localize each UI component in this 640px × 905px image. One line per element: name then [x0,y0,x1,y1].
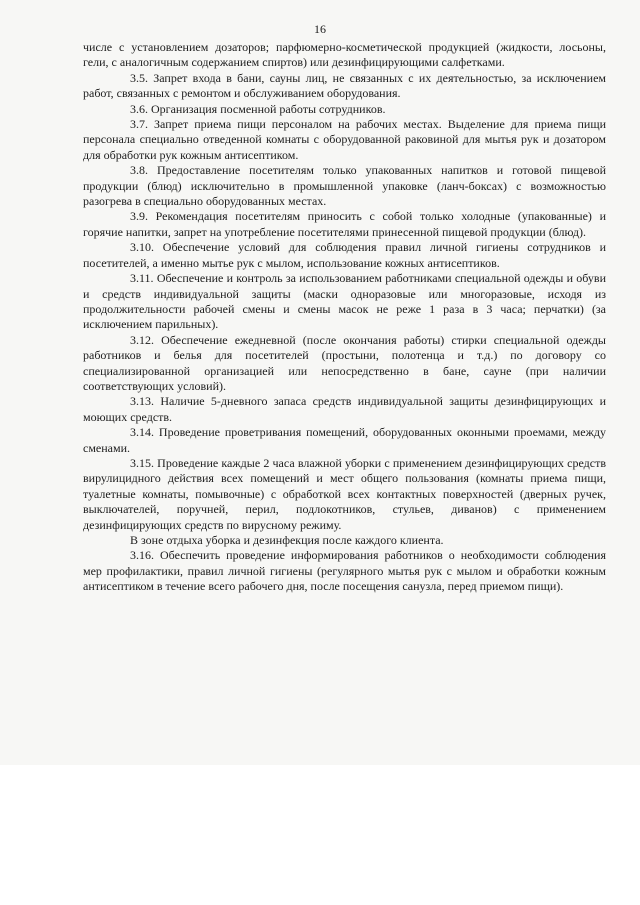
paragraph: 3.12. Обеспечение ежедневной (после окончания работы) стирки специальной одежды работников и белья для посетителей (простыни, полотенца и т.д.) по договору со специализированной организацией или непосредственно в бане, сауне (при наличии соответствующих условий). [83,332,606,393]
paragraph: 3.14. Проведение проветривания помещений, оборудованных оконными проемами, между сменами. [83,425,606,455]
paragraph: 3.15. Проведение каждые 2 часа влажной уборки с применением дезинфицирующих средств вирулицидного действия всех помещений и мест общего пользования (комнаты приема пищи, туалетные комнаты, помывочные) с обработкой всех контактных поверхностей (дверных ручек, выключателей, поручней, перил, подлокотников, стульев, диванов) с применением дезинфицирующих средств по вирусному режиму. [83,455,606,532]
paragraph: 3.6. Организация посменной работы сотрудников. [130,101,386,116]
paragraph: числе с установлением дозаторов; парфюмерно-косметической продукцией (жидкости, лосьоны, гели, с аналогичным содержанием спиртов) или дезинфицирующими салфетками. [83,40,606,70]
page-number: 16 [314,22,326,36]
paragraph: 3.7. Запрет приема пищи персоналом на рабочих местах. Выделение для приема пищи персонала специально отведенной комнаты с оборудованной раковиной для мытья рук и дозатором для обработки рук кожным антисептиком. [83,117,606,162]
paragraph: 3.16. Обеспечить проведение информирования работников о необходимости соблюдения мер профилактики, правил личной гигиены (регулярного мытья рук с мылом и обработки кожным антисептиком в течение всего рабочего дня, после посещения санузла, перед приемом пищи). [83,548,606,594]
paragraph: 3.10. Обеспечение условий для соблюдения правил личной гигиены сотрудников и посетителей, а именно мытье рук с мылом, использование кожных антисептиков. [83,240,606,270]
paragraph: 3.13. Наличие 5-дневного запаса средств индивидуальной защиты дезинфицирующих и моющих средств. [83,394,606,424]
blank-area [0,765,640,905]
document-body [83,40,606,595]
paragraph: 3.8. Предоставление посетителям только упакованных напитков и готовой пищевой продукции (блюд) исключительно в промышленной упаковке (ланч-боксах) с возможностью разогрева в специально оборудованных местах. [83,163,606,209]
paragraph: 3.9. Рекомендация посетителям приносить с собой только холодные (упакованные) и горячие напитки, запрет на употребление посетителями принесенной пищевой продукции (блюд). [83,209,606,239]
paragraph: 3.11. Обеспечение и контроль за использованием работниками специальной одежды и обуви и средств индивидуальной защиты (маски одноразовые или многоразовые, исходя из продолжительности рабочей смены и смены масок не реже 1 раза в 3 часа; перчатки) (за исключением парильных). [83,271,606,332]
paragraph: 3.5. Запрет входа в бани, сауны лиц, не связанных с их деятельностью, за исключением работ, связанных с ремонтом и обслуживанием оборудования. [83,70,606,101]
paragraph: В зоне отдыха уборка и дезинфекция после каждого клиента. [130,533,444,547]
